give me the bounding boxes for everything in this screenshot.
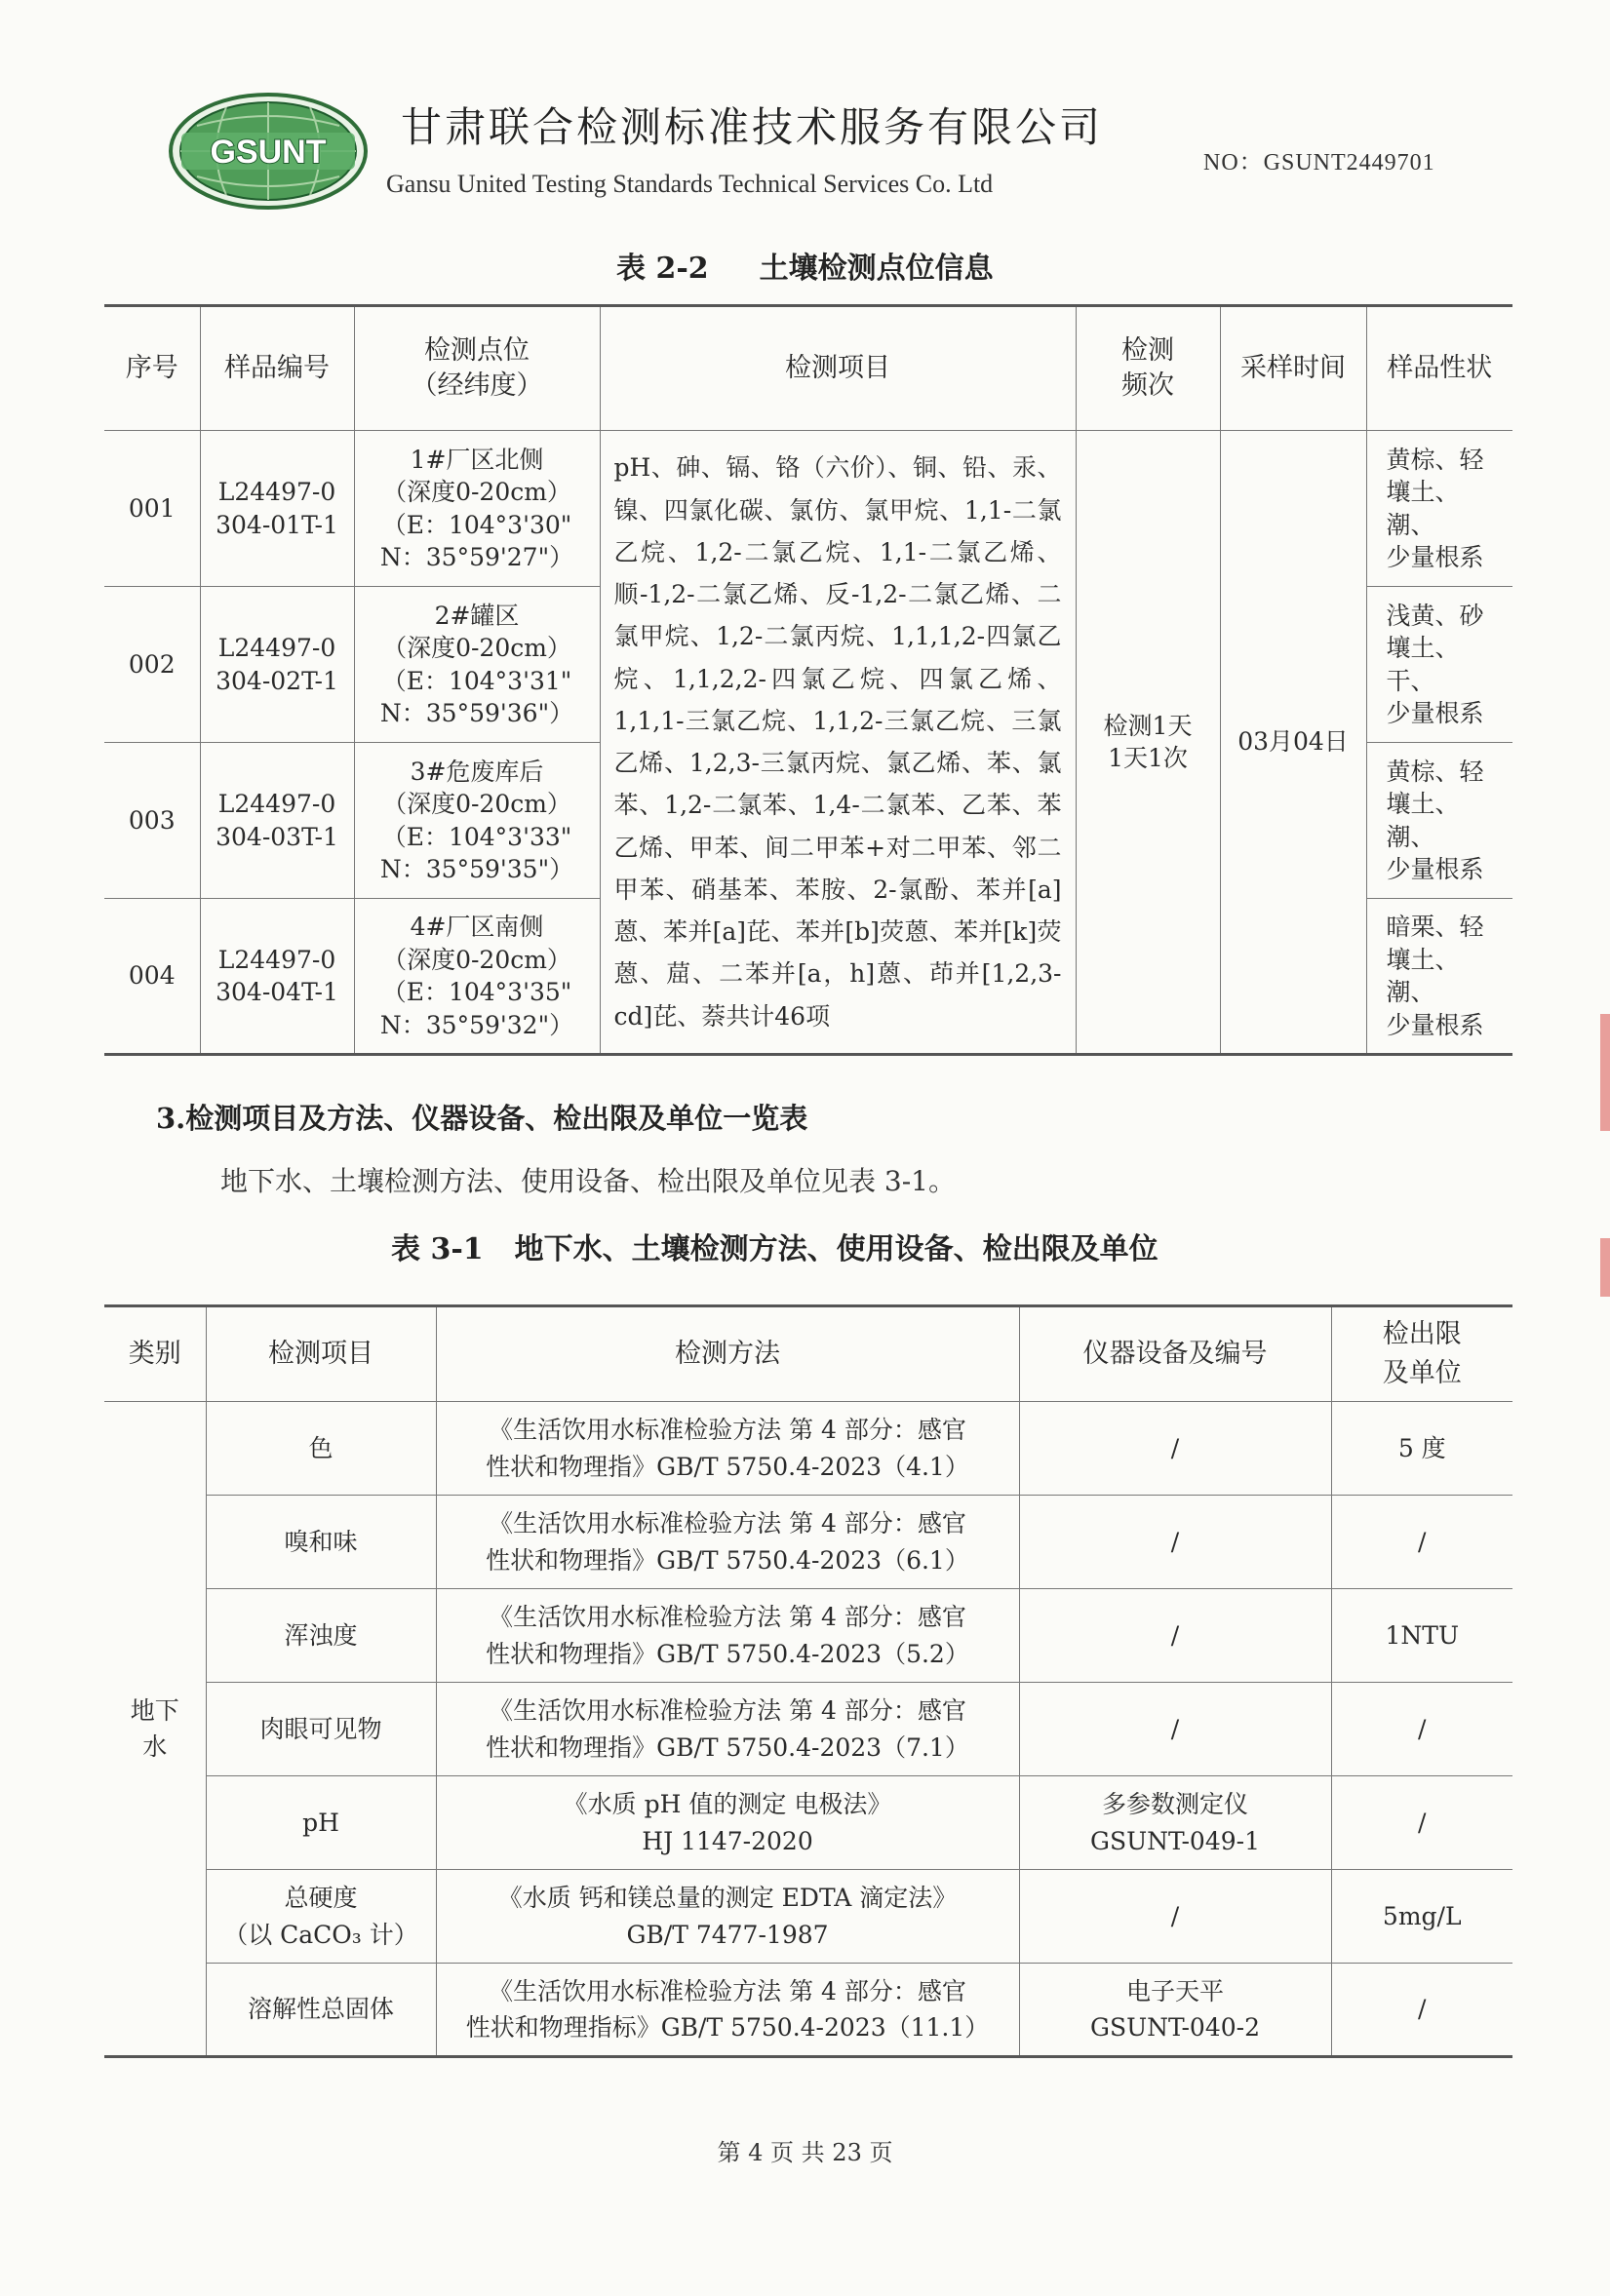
item-cell: 总硬度 （以 CaCO₃ 计）	[206, 1870, 436, 1964]
limit-cell: /	[1331, 1776, 1512, 1870]
table-row	[104, 1870, 1512, 1964]
method-cell: 《生活饮用水标准检验方法 第 4 部分：感官 性状和物理指》GB/T 5750.4-2023（7.1）	[436, 1683, 1019, 1776]
instrument-cell: /	[1019, 1870, 1331, 1964]
page-number: 第 4 页 共 23 页	[717, 2139, 893, 2166]
table-row	[104, 431, 1512, 587]
limit-cell: 1NTU	[1331, 1589, 1512, 1683]
header-frequency: 检测 频次	[1076, 306, 1220, 431]
point-cell: 3#危废库后 （深度0-20cm） （E：104°3'33" N：35°59'35"）	[354, 743, 600, 899]
seq-cell: 003	[104, 743, 200, 899]
sampling-time-cell: 03月04日	[1220, 431, 1366, 1055]
seq-cell: 001	[104, 431, 200, 587]
table-row	[104, 1964, 1512, 2057]
frequency-cell: 检测1天 1天1次	[1076, 431, 1220, 1055]
seq-cell: 004	[104, 899, 200, 1055]
report-number: NO：GSUNT2449701	[1203, 150, 1435, 175]
method-cell: 《水质 钙和镁总量的测定 EDTA 滴定法》 GB/T 7477-1987	[436, 1870, 1019, 1964]
header-sampling-time: 采样时间	[1220, 306, 1366, 431]
header-point: 检测点位 （经纬度）	[354, 306, 600, 431]
method-cell: 《生活饮用水标准检验方法 第 4 部分：感官 性状和物理指》GB/T 5750.4-2023（5.2）	[436, 1589, 1019, 1683]
item-cell: 溶解性总固体	[206, 1964, 436, 2057]
instrument-cell: /	[1019, 1496, 1331, 1589]
header-instrument: 仪器设备及编号	[1019, 1306, 1331, 1402]
table-header-row	[104, 1306, 1512, 1402]
item-cell: 浑浊度	[206, 1589, 436, 1683]
item-cell: 嗅和味	[206, 1496, 436, 1589]
caption-number: 表 3-1	[391, 1232, 484, 1266]
sample-shape-cell: 暗栗、轻 壤土、潮、 少量根系	[1366, 899, 1512, 1055]
table-row	[104, 1496, 1512, 1589]
table-row	[104, 1776, 1512, 1870]
table-3-1-caption	[391, 1225, 1158, 1267]
header-items: 检测项目	[600, 306, 1076, 431]
limit-cell: /	[1331, 1496, 1512, 1589]
method-cell: 《水质 pH 值的测定 电极法》 HJ 1147-2020	[436, 1776, 1019, 1870]
header-sample-shape: 样品性状	[1366, 306, 1512, 431]
sample-no-cell: L24497-0 304-01T-1	[200, 431, 354, 587]
header-item: 检测项目	[206, 1306, 436, 1402]
caption-title: 地下水、土壤检测方法、使用设备、检出限及单位	[514, 1232, 1158, 1266]
instrument-cell: /	[1019, 1683, 1331, 1776]
sample-no-cell: L24497-0 304-04T-1	[200, 899, 354, 1055]
limit-cell: 5mg/L	[1331, 1870, 1512, 1964]
test-items-cell: pH、砷、镉、铬（六价）、铜、铅、汞、镍、四氯化碳、氯仿、氯甲烷、1,1-二氯乙烷、1,2-二氯乙烷、1,1-二氯乙烯、顺-1,2-二氯乙烯、反-1,2-二氯乙烯、二氯甲烷、1,2-二氯丙烷、1,1,1,2-四氯乙烷、1,1,2,2-四氯乙烷、四氯乙烯、1,1,1-三氯乙烷、1,1,2-三氯乙烷、三氯乙烯、1,2,3-三氯丙烷、氯乙烯、苯、氯苯、1,2-二氯苯、1,4-二氯苯、乙苯、苯乙烯、甲苯、间二甲苯+对二甲苯、邻二甲苯、硝基苯、苯胺、2-氯酚、苯并[a]蒽、苯并[a]芘、苯并[b]荧蒽、苯并[k]荧蒽、䓛、二苯并[a，h]蒽、茚并[1,2,3-cd]芘、萘共计46项	[600, 431, 1076, 1055]
sample-no-cell: L24497-0 304-02T-1	[200, 587, 354, 743]
header-limit: 检出限 及单位	[1331, 1306, 1512, 1402]
table-row	[104, 1589, 1512, 1683]
svg-text:GSUNT: GSUNT	[210, 134, 327, 171]
company-name-cn: 甘肃联合检测标准技术服务有限公司	[401, 103, 1104, 151]
limit-cell: /	[1331, 1964, 1512, 2057]
header-category: 类别	[104, 1306, 206, 1402]
company-name-en: Gansu United Testing Standards Technical Services Co. Ltd	[386, 170, 994, 198]
soil-sampling-points-table	[104, 304, 1512, 1056]
header-seq: 序号	[104, 306, 200, 431]
instrument-cell: 电子天平 GSUNT-040-2	[1019, 1964, 1331, 2057]
limit-cell: 5 度	[1331, 1402, 1512, 1496]
method-cell: 《生活饮用水标准检验方法 第 4 部分：感官 性状和物理指标》GB/T 5750.4-2023（11.1）	[436, 1964, 1019, 2057]
point-cell: 1#厂区北侧 （深度0-20cm） （E：104°3'30" N：35°59'27"）	[354, 431, 600, 587]
stamp-edge-mark	[1600, 1014, 1610, 1131]
instrument-cell: /	[1019, 1589, 1331, 1683]
method-cell: 《生活饮用水标准检验方法 第 4 部分：感官 性状和物理指》GB/T 5750.4-2023（4.1）	[436, 1402, 1019, 1496]
item-cell: pH	[206, 1776, 436, 1870]
sample-shape-cell: 黄棕、轻 壤土、潮、 少量根系	[1366, 743, 1512, 899]
table-row	[104, 1683, 1512, 1776]
gsunt-logo	[168, 92, 369, 211]
table-row	[104, 1402, 1512, 1496]
table-header-row	[104, 306, 1512, 431]
item-cell: 色	[206, 1402, 436, 1496]
point-cell: 2#罐区 （深度0-20cm） （E：104°3'31" N：35°59'36"）	[354, 587, 600, 743]
header-method: 检测方法	[436, 1306, 1019, 1402]
table-2-2-caption	[616, 244, 994, 287]
sample-shape-cell: 黄棕、轻 壤土、潮、 少量根系	[1366, 431, 1512, 587]
header-sample-no: 样品编号	[200, 306, 354, 431]
stamp-edge-mark	[1600, 1238, 1610, 1297]
instrument-cell: 多参数测定仪 GSUNT-049-1	[1019, 1776, 1331, 1870]
sample-shape-cell: 浅黄、砂 壤土、干、 少量根系	[1366, 587, 1512, 743]
category-cell: 地下 水	[104, 1402, 206, 2057]
section-3-heading: 3.检测项目及方法、仪器设备、检出限及单位一览表	[156, 1102, 808, 1135]
method-cell: 《生活饮用水标准检验方法 第 4 部分：感官 性状和物理指》GB/T 5750.4-2023（6.1）	[436, 1496, 1019, 1589]
limit-cell: /	[1331, 1683, 1512, 1776]
caption-title: 土壤检测点位信息	[759, 252, 994, 286]
point-cell: 4#厂区南侧 （深度0-20cm） （E：104°3'35" N：35°59'32"）	[354, 899, 600, 1055]
methods-equipment-table	[104, 1304, 1512, 2058]
seq-cell: 002	[104, 587, 200, 743]
section-3-paragraph: 地下水、土壤检测方法、使用设备、检出限及单位见表 3-1。	[220, 1165, 956, 1197]
instrument-cell: /	[1019, 1402, 1331, 1496]
sample-no-cell: L24497-0 304-03T-1	[200, 743, 354, 899]
caption-number: 表 2-2	[616, 252, 709, 286]
item-cell: 肉眼可见物	[206, 1683, 436, 1776]
